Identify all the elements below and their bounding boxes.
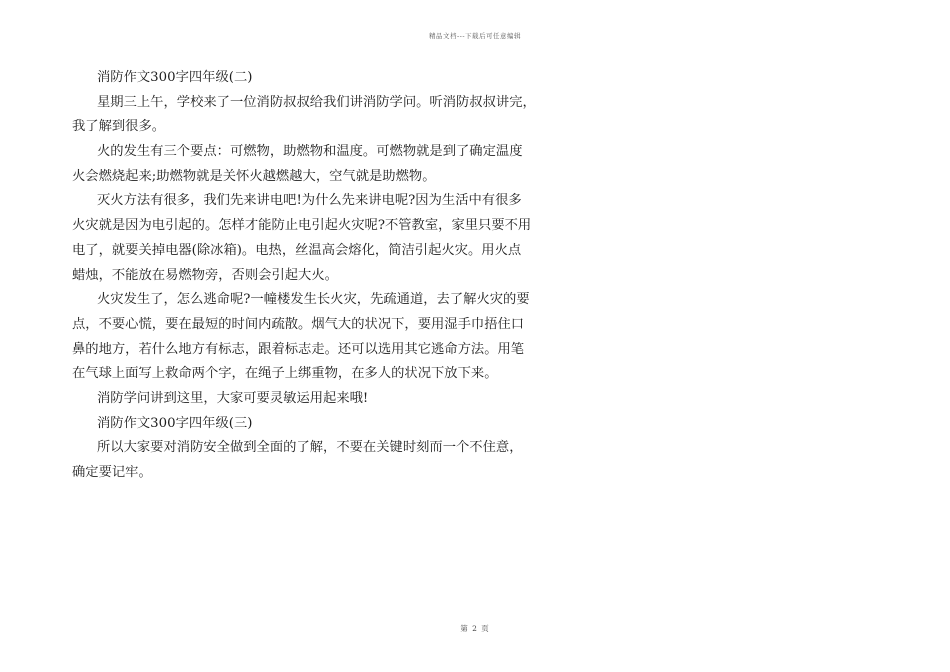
paragraph-line: 鼻的地方，若什么地方有标志，跟着标志走。还可以选用其它逃命方法。用笔 bbox=[72, 341, 525, 357]
paragraph-line: 我了解到很多。 bbox=[72, 119, 166, 135]
paragraph-line: 火的发生有三个要点：可燃物，助燃物和温度。可燃物就是到了确定温度 bbox=[97, 144, 523, 160]
paragraph-line: 火会燃烧起来;助燃物就是关怀火越燃越大，空气就是助燃物。 bbox=[72, 168, 436, 184]
paragraph-line: 在气球上面写上救命两个字，在绳子上绑重物，在多人的状况下放下来。 bbox=[72, 366, 498, 382]
paragraph-line: 星期三上午，学校来了一位消防叔叔给我们讲消防学问。听消防叔叔讲完， bbox=[97, 94, 536, 110]
page-number: 第 2 页 bbox=[460, 624, 490, 633]
page-header: 精品文档---下载后可任意编辑 bbox=[428, 32, 522, 40]
paragraph-line: 所以大家要对消防安全做到全面的了解，不要在关键时刻而一个不住意， bbox=[97, 440, 523, 456]
paragraph-line: 确定要记牢。 bbox=[72, 465, 152, 480]
paragraph-line: 火灾就是因为电引起的。怎样才能防止电引起火灾呢?不管教室，家里只要不用 bbox=[72, 218, 532, 234]
paragraph-line: 电了，就要关掉电器(除冰箱)。电热，丝温高会熔化，简洁引起火灾。用火点 bbox=[72, 242, 522, 258]
paragraph-line: 火灾发生了，怎么逃命呢?一幢楼发生长火灾，先疏通道，去了解火灾的要 bbox=[97, 292, 530, 308]
paragraph-line: 点，不要心慌，要在最短的时间内疏散。烟气大的状况下，要用湿手巾捂住口 bbox=[72, 316, 525, 332]
section-title: 消防作文300字四年级(三) bbox=[97, 415, 253, 431]
paragraph-line: 蜡烛，不能放在易燃物旁，否则会引起大火。 bbox=[72, 267, 338, 283]
document-body bbox=[72, 66, 536, 486]
paragraph-line: 灭火方法有很多，我们先来讲电吧!为什么先来讲电呢?因为生活中有很多 bbox=[97, 193, 522, 209]
section-title: 消防作文300字四年级(二) bbox=[97, 70, 253, 85]
paragraph-line: 消防学问讲到这里，大家可要灵敏运用起来哦! bbox=[97, 390, 369, 406]
